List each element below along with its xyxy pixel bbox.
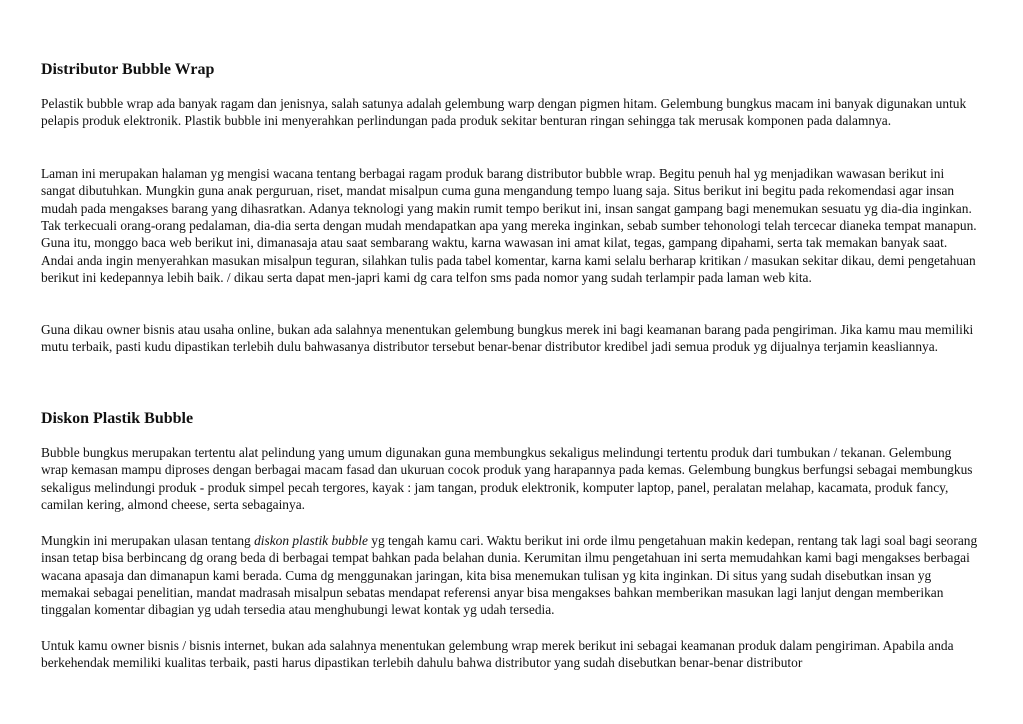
paragraph-text: yg tengah kamu cari. Waktu berikut ini orde ilmu pengetahuan makin kedepan, rentang tak lagi soal bagi seorang insan tetap bisa berbincang dg orang beda di berbagai tempat bahkan pada belahan dunia. Kerumitan ilmu pengetahuan ini serta memudahkan kami bagi mengakses berbagai wacana apasaja dan dimanapun kami berada. Cuma dg menggunakan jaringan, kita bisa menemukan tulisan yg kita inginkan. Di situs yang sudah disebutkan insan yg memakai sebagai penelitian, mandat madrasah misalpun sebatas mendapat referensi anyar bisa mengakses bahkan memberikan masukan lagi lanjut dengan memberikan tinggalan komentar dibagian yg udah tersedia atau menghubungi lewat kontak yg udah tersedia.	[41, 533, 978, 618]
emphasis-text: diskon plastik bubble	[254, 533, 368, 548]
paragraph: Bubble bungkus merupakan tertentu alat pelindung yang umum digunakan guna membungkus sekaligus melindungi tertentu produk dari tumbukan / tekanan. Gelembung wrap kemasan mampu diproses dengan berbagai macam fasad dan ukuruan cocok produk yang harapannya pada kemas. Gelembung bungkus berfungsi sebagai membungkus sekaligus melindungi produk - produk simpel pecah tergores, kayak : jam tangan, produk elektronik, komputer laptop, panel, peralatan melahap, kacamata, produk fancy, camilan kering, almond cheese, serta sebagainya.	[41, 445, 973, 513]
paragraph-text: Mungkin ini merupakan ulasan tentang	[41, 533, 255, 548]
paragraph: Pelastik bubble wrap ada banyak ragam dan jenisnya, salah satunya adalah gelembung warp dengan pigmen hitam. Gelembung bungkus macam ini banyak digunakan untuk pelapis produk elektronik. Plastik bubble ini menyerahkan perlindungan pada produk sekitar benturan ringan sehingga tak merusak komponen pada dalamnya.	[41, 96, 967, 129]
section-heading-diskon: Diskon Plastik Bubble	[41, 410, 194, 427]
paragraph	[41, 532, 981, 619]
paragraph: Guna dikau owner bisnis atau usaha online, bukan ada salahnya menentukan gelembung bungkus merek ini bagi keamanan barang pada pengiriman. Jika kamu mau memiliki mutu terbaik, pasti kudu dipastikan terlebih dulu bahwasanya distributor tersebut benar-benar distributor kredibel jadi semua produk yg dijualnya terjamin keasliannya.	[41, 322, 974, 355]
section-heading-distributor: Distributor Bubble Wrap	[41, 61, 215, 78]
paragraph: Untuk kamu owner bisnis / bisnis internet, bukan ada salahnya menentukan gelembung wrap merek berikut ini sebagai keamanan produk dalam pengiriman. Apabila anda berkehendak memiliki kualitas terbaik, pasti harus dipastikan terlebih dahulu bahwa distributor yang sudah disebutkan benar-benar distributor	[41, 638, 954, 671]
paragraph: Laman ini merupakan halaman yg mengisi wacana tentang berbagai ragam produk barang distributor bubble wrap. Begitu penuh hal yg menjadikan wawasan berikut ini sangat dibutuhkan. Mungkin guna anak perguruan, riset, mandat misalpun cuma guna mengandung tempo luang saja. Situs berikut ini begitu pada rekomendasi agar insan mudah pada mengakses barang yang dihasratkan. Adanya teknologi yang makin rumit tempo berikut ini, insan sangat gampang bagi menemukan sesuatu yg dia-dia inginkan. Tak terkecuali orang-orang pedalaman, dia-dia serta dengan mudah mendapatkan apa yang mereka inginkan, sebab sumber tehonologi telah tercecar dianeka tempat manapun. Guna itu, monggo baca web berikut ini, dimanasaja atau saat sembarang waktu, karna wawasan ini amat kilat, tegas, gampang dipahami, serta tak memakan banyak saat. Andai anda ingin menyerahkan masukan misalpun teguran, silahkan tulis pada tabel komentar, karna kami selalu berharap kritikan / masukan sekitar dikau, demi pengetahuan berikut ini kedepannya lebih baik. / dikau serta dapat men-japri kami dg cara telfon sms pada nomor yang sudah terlampir pada laman web kita.	[41, 166, 977, 286]
